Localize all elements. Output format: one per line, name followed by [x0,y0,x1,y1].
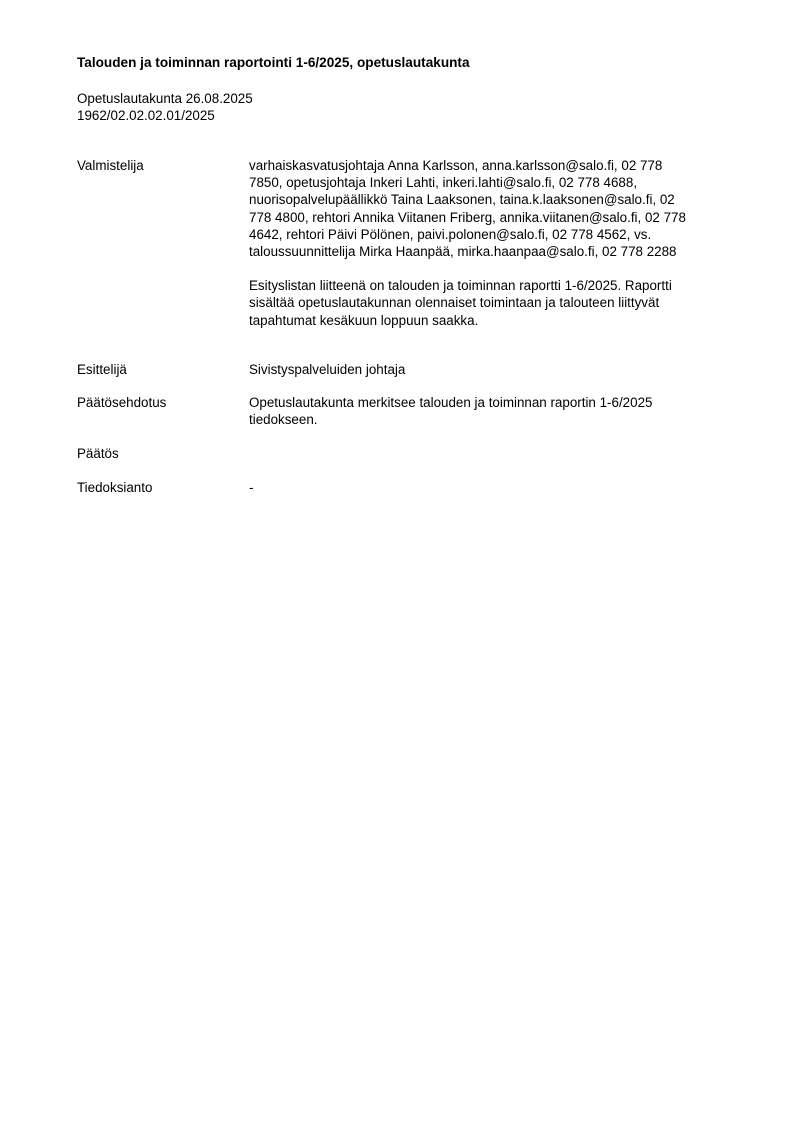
preparer-line: nuorisopalvelupäällikkö Taina Laaksonen, taina.k.laaksonen@salo.fi, 02 [249,192,675,208]
decision-label: Päätös [77,446,119,461]
preparer-value [249,157,735,329]
proposal-value [249,394,735,428]
preparer-line: 4642, rehtori Päivi Pölönen, paivi.polonen@salo.fi, 02 778 4562, vs. [249,226,652,242]
meeting-info [77,90,253,124]
preparer-line: 7850, opetusjohtaja Inkeri Lahti, inkeri.lahti@salo.fi, 02 778 4688, [249,175,638,191]
preparer-line: taloussuunnittelija Mirka Haanpää, mirka.haanpaa@salo.fi, 02 778 2288 [249,244,677,260]
preparer-line: varhaiskasvatusjohtaja Anna Karlsson, anna.karlsson@salo.fi, 02 778 [249,158,663,173]
document-title: Talouden ja toiminnan raportointi 1-6/2025, opetuslautakunta [77,55,470,70]
description-line: sisältää opetuslautakunnan olennaiset toimintaan ja talouteen liittyvät [249,295,660,311]
description-line: tapahtumat kesäkuun loppuun saakka. [249,312,479,328]
meeting-date: Opetuslautakunta 26.08.2025 [77,91,253,106]
reference-number: 1962/02.02.02.01/2025 [77,108,215,123]
proposal-line: Opetuslautakunta merkitsee talouden ja toiminnan raportin 1-6/2025 [249,395,653,410]
preparer-label: Valmistelija [77,158,144,173]
description-line: Esityslistan liitteenä on talouden ja toiminnan raportti 1-6/2025. Raportti [249,278,672,294]
preparer-contacts [249,157,735,260]
preparer-description [249,277,735,329]
notice-label: Tiedoksianto [77,480,153,495]
presenter-value: Sivistyspalveluiden johtaja [249,362,406,377]
proposal-label: Päätösehdotus [77,395,167,410]
proposal-line: tiedokseen. [249,412,318,428]
presenter-label: Esittelijä [77,362,127,377]
preparer-line: 778 4800, rehtori Annika Viitanen Friberg, annika.viitanen@salo.fi, 02 778 [249,209,686,225]
notice-value: - [249,480,254,495]
